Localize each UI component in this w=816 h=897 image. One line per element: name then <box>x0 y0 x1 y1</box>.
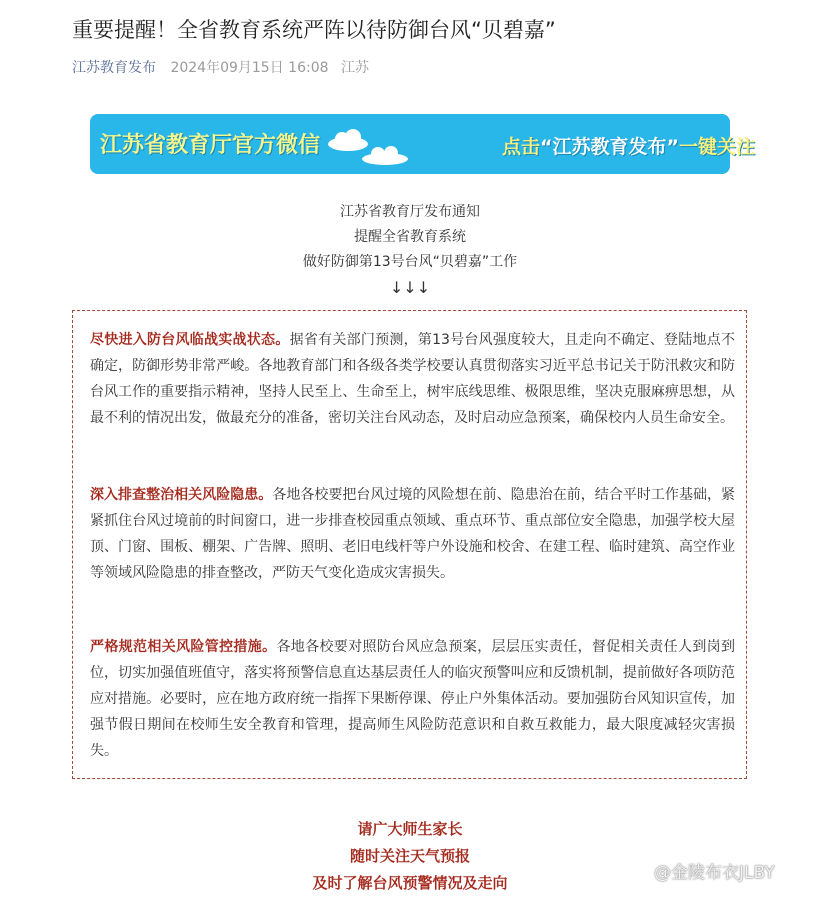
publish-date: 2024年09月15日 16:08 <box>170 60 329 76</box>
intro-line-2: 提醒全省教育系统 <box>354 229 466 245</box>
notice-paragraph <box>90 634 735 764</box>
banner-account-name: “江苏教育发布” <box>540 136 679 158</box>
intro-line-3: 做好防御第13号台风“贝碧嘉”工作 <box>302 254 518 270</box>
banner-click-label: 点击 <box>502 136 541 158</box>
notice-paragraph <box>90 327 735 431</box>
cloud-icon <box>360 144 410 166</box>
intro-block <box>200 200 620 300</box>
paragraph-lead: 尽快进入防台风临战实战状态。 <box>90 332 290 348</box>
closing-line-3: 及时了解台风预警情况及走向 <box>312 874 508 892</box>
notice-paragraph <box>90 482 735 586</box>
article-title: 重要提醒！全省教育系统严阵以待防御台风“贝碧嘉” <box>72 18 556 42</box>
watermark-text: @金陵布衣JLBY <box>654 863 775 883</box>
publish-location: 江苏 <box>340 60 369 76</box>
closing-line-1: 请广大师生家长 <box>357 820 463 838</box>
banner-follow-label: 一键关注 <box>679 136 756 158</box>
banner-left-text: 江苏省教育厅官方微信 <box>100 133 321 158</box>
weibo-icon <box>634 865 652 881</box>
article-meta <box>72 58 369 78</box>
author-link[interactable]: 江苏教育发布 <box>72 60 156 76</box>
intro-line-1: 江苏省教育厅发布通知 <box>340 204 480 220</box>
closing-line-2: 随时关注天气预报 <box>349 847 470 865</box>
paragraph-body: 各地各校要把台风过境的风险想在前、隐患治在前，结合平时工作基础，紧紧抓住台风过境前的时间窗口，进一步排查校园重点领域、重点环节、重点部位安全隐患，加强学校大屋顶、门窗、围板、棚架、广告牌、照明、老旧电线杆等户外设施和校舍、在建工程、临时建筑、高空作业等领域风险隐患的排查整改，严防天气变化造成灾害损失。 <box>90 487 736 581</box>
paragraph-body: 各地各校要对照防台风应急预案，层层压实责任，督促相关责任人到岗到位，切实加强值班值守，落实将预警信息直达基层责任人的临灾预警叫应和反馈机制，提前做好各项防范应对措施。必要时，应在地方政府统一指挥下果断停课、停止户外集体活动。要加强防台风知识宣传，加强节假日期间在校师生安全教育和管理，提高师生风险防范意识和自救互救能力，最大限度减轻灾害损失。 <box>90 639 736 759</box>
paragraph-body: 据省有关部门预测，第13号台风强度较大，且走向不确定、登陆地点不确定，防御形势非常严峻。各地教育部门和各级各类学校要认真贯彻落实习近平总书记关于防汛救灾和防台风工作的重要指示精神，坚持人民至上、生命至上，树牢底线思维、极限思维，坚决克服麻痹思想，从最不利的情况出发，做最充分的准备，密切关注台风动态，及时启动应急预案，确保校内人员生命安全。 <box>90 332 735 426</box>
closing-block <box>200 816 620 897</box>
paragraph-lead: 深入排查整治相关风险隐患。 <box>90 487 273 503</box>
down-arrows-icon: ↓↓↓ <box>389 278 431 297</box>
paragraph-lead: 严格规范相关风险管控措施。 <box>90 639 277 655</box>
banner-right-text <box>502 132 755 159</box>
weibo-watermark <box>634 858 775 883</box>
follow-banner[interactable] <box>90 114 756 174</box>
